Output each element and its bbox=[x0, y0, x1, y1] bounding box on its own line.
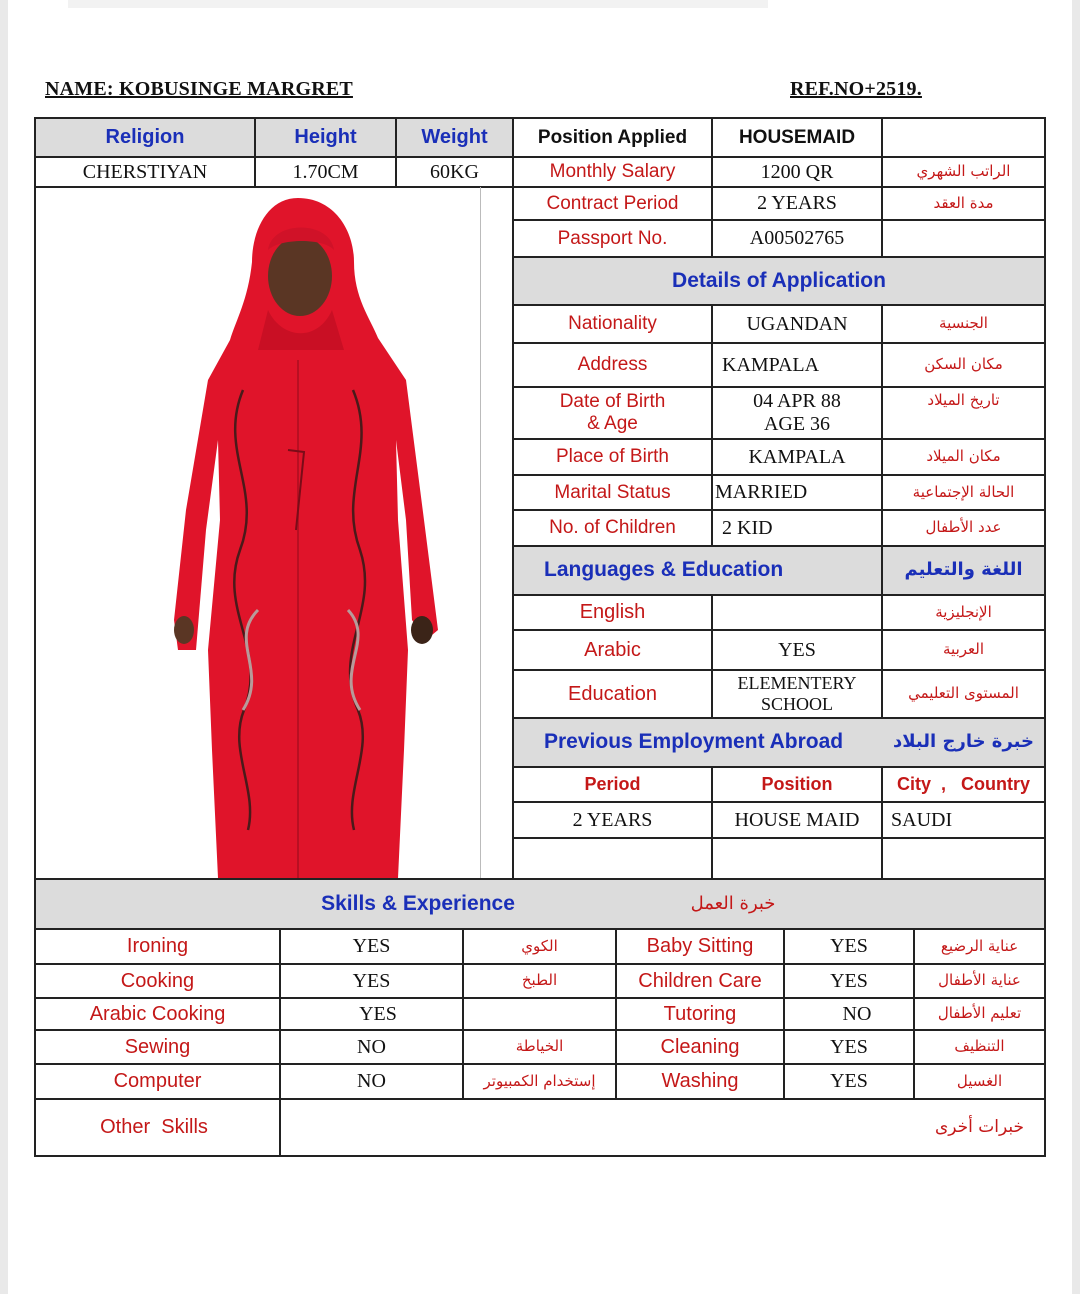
row-line bbox=[34, 963, 1046, 965]
skill-childcare-arabic: عناية الأطفال bbox=[938, 971, 1021, 990]
skill-cooking-value: YES bbox=[352, 969, 391, 992]
col-line bbox=[881, 767, 883, 879]
row-line bbox=[512, 766, 1046, 768]
row-line bbox=[512, 342, 1046, 344]
row-line bbox=[512, 256, 1046, 258]
period-header: Period bbox=[584, 774, 641, 795]
address-value: KAMPALA bbox=[722, 353, 820, 376]
col-line bbox=[462, 928, 464, 1099]
nationality-value: UGANDAN bbox=[746, 312, 848, 335]
row-line bbox=[34, 1029, 1046, 1031]
candidate-photo bbox=[148, 190, 438, 878]
border-top bbox=[34, 117, 1046, 119]
row-line bbox=[34, 1098, 1046, 1100]
employment-country: SAUDI bbox=[891, 808, 953, 831]
row-line bbox=[34, 997, 1046, 999]
col-line bbox=[711, 767, 713, 879]
position-header: Position bbox=[761, 774, 833, 795]
row-line bbox=[512, 304, 1046, 306]
skill-cleaning-arabic: التنظيف bbox=[954, 1037, 1005, 1056]
languages-title: Languages & Education bbox=[544, 558, 784, 582]
other-skills-label: Other Skills bbox=[100, 1116, 208, 1138]
border-bottom bbox=[34, 1155, 1046, 1157]
birthplace-label: Place of Birth bbox=[556, 446, 669, 468]
employment-period: 2 YEARS bbox=[572, 808, 653, 831]
education-arabic: المستوى التعليمي bbox=[908, 684, 1019, 703]
skill-tutoring-value: NO bbox=[842, 1002, 872, 1025]
row-line bbox=[512, 801, 1046, 803]
details-title: Details of Application bbox=[672, 268, 886, 292]
skill-computer-arabic: إستخدام الكمبيوتر bbox=[483, 1071, 596, 1090]
row-line bbox=[512, 386, 1046, 388]
row-line bbox=[512, 438, 1046, 440]
skill-cooking-arabic: الطبخ bbox=[521, 971, 558, 990]
row-line bbox=[34, 878, 1046, 880]
skill-tutoring-label: Tutoring bbox=[663, 1002, 737, 1025]
col-line bbox=[711, 595, 713, 718]
children-arabic: عدد الأطفال bbox=[925, 518, 1002, 537]
col-line bbox=[395, 117, 397, 187]
birthplace-arabic: مكان الميلاد bbox=[926, 447, 1001, 466]
row-line bbox=[34, 156, 1046, 158]
skill-babysitting-arabic: عناية الرضيع bbox=[940, 936, 1019, 955]
employment-title: Previous Employment Abroad bbox=[544, 730, 844, 754]
birthplace-value: KAMPALA bbox=[748, 445, 846, 468]
contract-period-value: 2 YEARS bbox=[757, 192, 837, 214]
arabic-value: YES bbox=[778, 638, 816, 661]
arabic-arabic: العربية bbox=[943, 640, 984, 659]
children-value: 2 KID bbox=[722, 516, 773, 539]
skill-computer-value: NO bbox=[357, 1070, 386, 1092]
skill-cleaning-value: YES bbox=[830, 1035, 868, 1058]
col-line bbox=[881, 595, 883, 718]
skill-arabic-cooking-label: Arabic Cooking bbox=[89, 1002, 226, 1025]
skill-cooking-label: Cooking bbox=[120, 969, 195, 992]
weight-value: 60KG bbox=[430, 160, 479, 183]
col-line bbox=[512, 117, 514, 879]
other-skills-arabic: خبرات أخرى bbox=[934, 1116, 1025, 1137]
religion-value: CHERSTIYAN bbox=[82, 160, 208, 183]
salary-label: Monthly Salary bbox=[549, 161, 676, 183]
photo-divider bbox=[480, 187, 481, 879]
skills-title-arabic: خبرة العمل bbox=[690, 892, 776, 914]
skill-ironing-arabic: الكوي bbox=[521, 936, 558, 955]
dob-label: Date of Birth & Age bbox=[559, 391, 666, 434]
passport-label: Passport No. bbox=[557, 227, 668, 249]
skill-cleaning-label: Cleaning bbox=[660, 1035, 740, 1058]
skill-babysitting-value: YES bbox=[830, 935, 868, 957]
skill-childcare-label: Children Care bbox=[638, 969, 762, 992]
border-right bbox=[1044, 117, 1046, 1157]
contract-period-arabic: مدة العقد bbox=[933, 193, 994, 212]
skill-childcare-value: YES bbox=[830, 969, 868, 992]
education-value: ELEMENTERY SCHOOL bbox=[737, 673, 857, 714]
education-label: Education bbox=[568, 682, 657, 705]
skill-sewing-arabic: الخياطة bbox=[515, 1037, 564, 1056]
reference-number: REF.NO+2519. bbox=[790, 78, 922, 100]
row-line bbox=[512, 837, 1046, 839]
skill-tutoring-arabic: تعليم الأطفال bbox=[937, 1004, 1022, 1023]
english-arabic: الإنجليزية bbox=[935, 602, 992, 621]
english-label: English bbox=[579, 601, 646, 623]
skill-sewing-value: NO bbox=[357, 1035, 386, 1058]
salary-arabic: الراتب الشهري bbox=[916, 162, 1011, 181]
position-value: HOUSEMAID bbox=[738, 126, 856, 148]
cv-page bbox=[8, 0, 1072, 1294]
employment-position: HOUSE MAID bbox=[734, 808, 860, 831]
address-label: Address bbox=[577, 354, 648, 376]
skill-washing-label: Washing bbox=[661, 1070, 739, 1092]
row-line bbox=[34, 928, 1046, 930]
passport-value: A00502765 bbox=[749, 227, 845, 249]
col-line bbox=[254, 117, 256, 187]
row-line bbox=[34, 186, 514, 188]
religion-label: Religion bbox=[105, 126, 185, 148]
row-line bbox=[512, 219, 1046, 221]
row-line bbox=[512, 629, 1046, 631]
marital-value: MARRIED bbox=[715, 481, 808, 503]
dob-value: 04 APR 88 AGE 36 bbox=[753, 390, 841, 435]
col-line bbox=[783, 928, 785, 1099]
row-line bbox=[512, 717, 1046, 719]
nationality-arabic: الجنسية bbox=[939, 314, 988, 333]
row-line bbox=[512, 594, 1046, 596]
salary-value: 1200 QR bbox=[760, 160, 834, 183]
height-label: Height bbox=[294, 126, 357, 148]
skill-washing-value: YES bbox=[830, 1070, 868, 1092]
col-line bbox=[913, 928, 915, 1099]
languages-title-arabic: اللغة والتعليم bbox=[904, 559, 1023, 581]
row-line bbox=[512, 509, 1046, 511]
english-value bbox=[712, 595, 882, 630]
city-header: City , Country bbox=[896, 774, 1030, 795]
nationality-label: Nationality bbox=[568, 313, 657, 335]
col-line bbox=[881, 546, 883, 595]
skill-sewing-label: Sewing bbox=[124, 1035, 191, 1058]
skill-ironing-value: YES bbox=[352, 935, 391, 957]
contract-period-label: Contract Period bbox=[546, 192, 679, 214]
candidate-name: NAME: KOBUSINGE MARGRET bbox=[45, 78, 353, 100]
candidate-figure bbox=[148, 190, 438, 878]
col-line bbox=[279, 928, 281, 1156]
skill-washing-arabic: الغسيل bbox=[956, 1071, 1003, 1090]
cropped-top-strip bbox=[68, 0, 768, 8]
border-left bbox=[34, 117, 36, 1157]
skills-title: Skills & Experience bbox=[321, 891, 515, 915]
children-label: No. of Children bbox=[549, 517, 676, 539]
position-label: Position Applied bbox=[537, 126, 688, 148]
row-line bbox=[512, 474, 1046, 476]
skill-ironing-label: Ironing bbox=[126, 935, 189, 957]
skill-computer-label: Computer bbox=[113, 1070, 202, 1092]
row-line bbox=[34, 1063, 1046, 1065]
height-value: 1.70CM bbox=[292, 160, 359, 183]
address-arabic: مكان السكن bbox=[924, 355, 1003, 374]
skill-arabic-cooking-value: YES bbox=[359, 1002, 397, 1025]
row-line bbox=[512, 186, 1046, 188]
row-line bbox=[512, 669, 1046, 671]
arabic-label: Arabic bbox=[584, 638, 641, 661]
marital-arabic: الحالة الإجتماعية bbox=[912, 482, 1015, 501]
dob-arabic: تاريخ الميلاد bbox=[927, 391, 1000, 410]
col-line bbox=[615, 928, 617, 1099]
skill-babysitting-label: Baby Sitting bbox=[646, 935, 754, 957]
weight-label: Weight bbox=[421, 126, 488, 148]
employment-title-arabic: خبرة خارج البلاد bbox=[893, 731, 1034, 753]
marital-label: Marital Status bbox=[554, 481, 671, 503]
row-line bbox=[512, 545, 1046, 547]
